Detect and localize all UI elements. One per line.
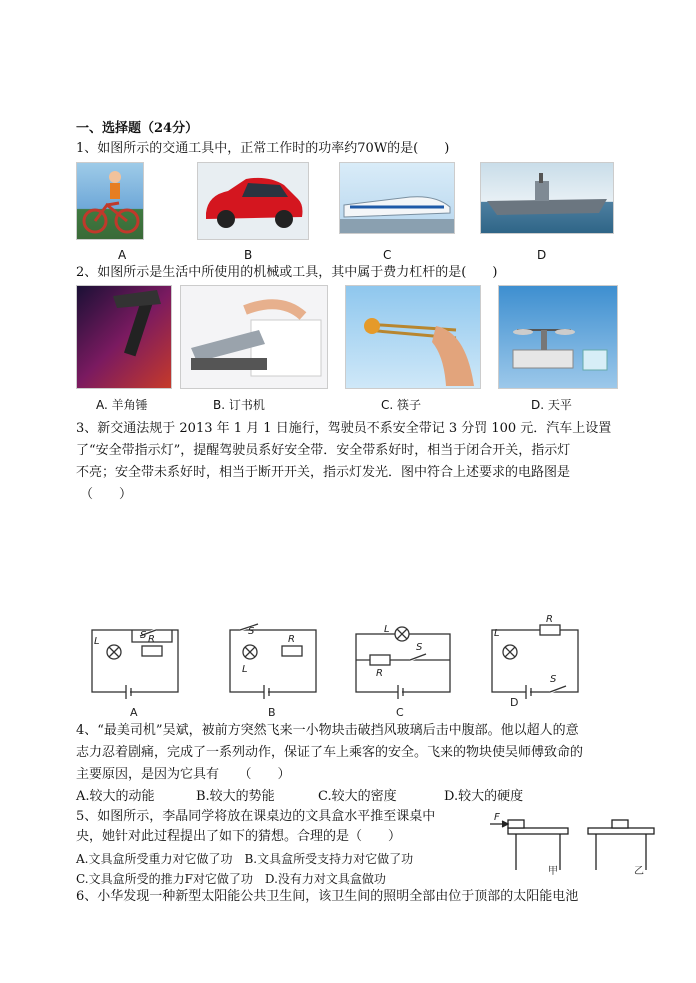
circuit-c-label: C bbox=[396, 706, 404, 719]
figure-yi-label: 乙 bbox=[634, 866, 644, 877]
circuit-a-resistor-label: R bbox=[148, 634, 155, 645]
claw-hammer-image bbox=[76, 285, 172, 389]
q1-label-a: A bbox=[118, 248, 127, 262]
circuit-c-lamp-label: L bbox=[384, 624, 390, 635]
ship-icon bbox=[481, 163, 613, 233]
question-4-line-3: 主要原因，是因为它具有 （ ） bbox=[76, 767, 291, 782]
aircraft-carrier-image bbox=[480, 162, 614, 234]
car-icon bbox=[198, 163, 308, 239]
car-image bbox=[197, 162, 309, 240]
question-4-line-1: 4、“最美司机”吴斌，被前方突然飞来一小物块击破挡风玻璃后击中腹部。他以超人的意 bbox=[76, 723, 579, 738]
circuit-a-label: A bbox=[130, 706, 138, 719]
section-title: 一、选择题（24分） bbox=[76, 121, 199, 136]
circuit-d-resistor-label: R bbox=[546, 614, 553, 625]
question-6-line-1: 6、小华发现一种新型太阳能公共卫生间，该卫生间的照明全部由位于顶部的太阳能电池 bbox=[76, 889, 579, 904]
question-3-line-2: 了“安全带指示灯”，提醒驾驶员系好安全带．安全带系好时，相当于闭合开关，指示灯 bbox=[76, 443, 571, 458]
circuit-b-lamp-label: L bbox=[242, 664, 248, 675]
q2-label-a: A. 羊角锤 bbox=[96, 398, 148, 412]
q1-label-c: C bbox=[383, 248, 392, 262]
circuit-d-label: D bbox=[510, 696, 519, 709]
bicycle-image bbox=[76, 162, 144, 240]
q4-option-d: D.较大的硬度 bbox=[444, 789, 524, 804]
stapler-icon bbox=[181, 286, 327, 388]
circuit-c-resistor-label: R bbox=[376, 668, 383, 679]
question-3-line-3: 不亮；安全带未系好时，相当于断开开关，指示灯发光．图中符合上述要求的电路图是 bbox=[76, 465, 571, 480]
circuit-b-resistor-label: R bbox=[288, 634, 295, 645]
bicycle-icon bbox=[77, 163, 143, 239]
figure-jia-label: 甲 bbox=[548, 866, 558, 877]
hammer-icon bbox=[77, 286, 171, 388]
chopsticks-image bbox=[345, 285, 481, 389]
force-label: F bbox=[494, 812, 500, 823]
question-3-line-4: （ ） bbox=[80, 487, 133, 502]
q4-option-c: C.较大的密度 bbox=[318, 789, 397, 804]
question-1-stem: 1、如图所示的交通工具中，正常工作时的功率约70W的是( ) bbox=[76, 141, 450, 156]
q1-label-d: D bbox=[537, 248, 547, 262]
train-icon bbox=[340, 163, 454, 233]
circuit-a-switch-label: S bbox=[140, 630, 147, 641]
circuit-b-label: B bbox=[268, 706, 276, 719]
balance-icon bbox=[499, 286, 617, 388]
q4-option-a: A.较大的动能 bbox=[76, 789, 155, 804]
circuit-a-lamp-label: L bbox=[94, 636, 100, 647]
question-5-line-1: 5、如图所示，李晶同学将放在课桌边的文具盒水平推至课桌中 bbox=[76, 809, 436, 824]
circuit-diagrams bbox=[80, 614, 620, 720]
q1-label-b: B bbox=[244, 248, 253, 262]
question-3-line-1: 3、新交通法规于 2013 年 1 月 1 日施行，驾驶员不系安全带记 3 分罚 100 元．汽车上设置 bbox=[76, 421, 612, 436]
circuit-d-lamp-label: L bbox=[494, 628, 500, 639]
question-5-line-4: C.文具盒所受的推力F对它做了功 D.没有力对文具盒做功 bbox=[76, 872, 386, 886]
circuit-c-switch-label: S bbox=[416, 642, 423, 653]
train-image bbox=[339, 162, 455, 234]
stapler-image bbox=[180, 285, 328, 389]
question-2-stem: 2、如图所示是生活中所使用的机械或工具，其中属于费力杠杆的是( ) bbox=[76, 265, 498, 280]
q2-label-d: D. 天平 bbox=[531, 398, 572, 412]
question-5-line-3: A.文具盒所受重力对它做了功 B.文具盒所受支持力对它做了功 bbox=[76, 852, 414, 866]
q4-option-b: B.较大的势能 bbox=[196, 789, 275, 804]
circuit-d-switch-label: S bbox=[550, 674, 557, 685]
q2-label-c: C. 筷子 bbox=[381, 398, 422, 412]
chopsticks-icon bbox=[346, 286, 480, 388]
balance-image bbox=[498, 285, 618, 389]
desk-figure bbox=[488, 812, 664, 876]
question-4-line-2: 志力忍着剧痛，完成了一系列动作，保证了车上乘客的安全。飞来的物块使吴师傅致命的 bbox=[76, 745, 584, 760]
question-5-line-2: 央，她针对此过程提出了如下的猜想。合理的是（ ） bbox=[76, 829, 402, 844]
q2-label-b: B. 订书机 bbox=[213, 398, 265, 412]
circuit-b-switch-label: S bbox=[248, 626, 255, 637]
